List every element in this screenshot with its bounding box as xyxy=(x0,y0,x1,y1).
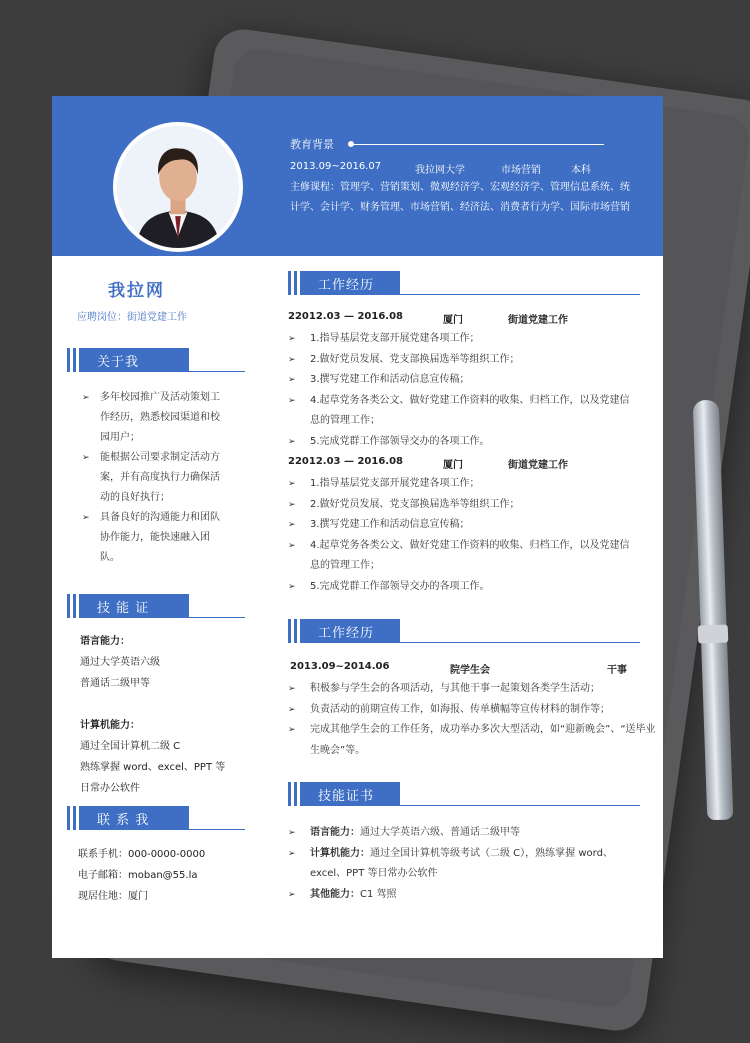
arrow-icon: ➢ xyxy=(288,704,296,715)
arrow-icon: ➢ xyxy=(288,479,296,489)
arrow-icon: ➢ xyxy=(288,375,296,385)
computer-label: 计算机能力： xyxy=(80,720,140,731)
job-duties-1 xyxy=(288,329,638,452)
arrow-icon: ➢ xyxy=(288,581,296,592)
computer-line: 熟练掌握 word、excel、PPT 等 xyxy=(80,762,226,773)
campus-date: 2013.09~2014.06 xyxy=(290,661,390,672)
arrow-icon: ➢ xyxy=(288,848,296,859)
list-item: ➢ 能根据公司要求制定活动方案，并有高度执行力确保活动的良好执行； xyxy=(78,448,228,508)
about-title: 关于我 xyxy=(79,348,189,372)
job-date: 22012.03 — 2016.08 xyxy=(288,311,404,322)
candidate-name: 我拉网 xyxy=(108,281,165,301)
portrait-icon xyxy=(117,126,239,248)
arrow-icon: ➢ xyxy=(82,393,90,403)
campus-title: 工作经历 xyxy=(300,619,400,643)
language-line: 普通话二级甲等 xyxy=(80,678,150,689)
job-date: 22012.03 — 2016.08 xyxy=(288,456,404,467)
list-item: ➢ 2.做好党员发展、党支部换届选举等组织工作； xyxy=(288,495,638,516)
list-item: ➢ 负责活动的前期宣传工作，如海报、传单横幅等宣传材料的制作等； xyxy=(288,700,656,721)
list-item: ➢ 语言能力：通过大学英语六级、普通话二级甲等 xyxy=(288,823,648,844)
language-label: 语言能力： xyxy=(80,636,130,647)
list-item: ➢ 5.完成党群工作部领导交办的各项工作。 xyxy=(288,432,638,453)
certs-title: 技能证书 xyxy=(300,782,400,806)
applied-position: 应聘岗位：街道党建工作 xyxy=(77,312,187,323)
list-item: ➢ 积极参与学生会的各项活动，与其他干事一起策划各类学生活动； xyxy=(288,679,656,700)
education-row xyxy=(290,161,650,176)
skills-block xyxy=(80,631,250,799)
arrow-icon: ➢ xyxy=(288,828,296,838)
resume-page xyxy=(52,96,663,958)
job-duties-2 xyxy=(288,474,638,597)
job-city: 厦门 xyxy=(443,315,463,326)
list-item: ➢ 3.撰写党建工作和活动信息宣传稿； xyxy=(288,515,638,536)
education-school: 我拉网大学 xyxy=(415,165,465,176)
education-date: 2013.09~2016.07 xyxy=(290,161,382,172)
education-major: 市场营销 xyxy=(501,165,541,176)
certs-list xyxy=(288,823,648,905)
about-header xyxy=(67,348,245,372)
list-item: ➢ 1.指导基层党支部开展党建各项工作； xyxy=(288,329,638,350)
list-item: ➢ 2.做好党员发展、党支部换届选举等组织工作； xyxy=(288,350,638,371)
campus-org: 院学生会 xyxy=(450,665,490,676)
resume-header xyxy=(52,96,663,256)
certs-header xyxy=(288,782,640,806)
arrow-icon: ➢ xyxy=(82,453,90,463)
arrow-icon: ➢ xyxy=(82,513,90,523)
arrow-icon: ➢ xyxy=(288,520,296,530)
arrow-icon: ➢ xyxy=(288,436,296,447)
education-title: 教育背景 xyxy=(290,138,334,151)
arrow-icon: ➢ xyxy=(288,540,296,551)
education-section xyxy=(290,136,650,218)
avatar xyxy=(113,122,243,252)
campus-role: 干事 xyxy=(607,665,627,676)
arrow-icon: ➢ xyxy=(288,334,296,344)
contact-address: 现居住地：厦门 xyxy=(78,891,148,902)
contact-phone: 联系手机：000-0000-0000 xyxy=(78,849,206,860)
pen-ring xyxy=(698,624,729,643)
list-item: ➢ 5.完成党群工作部领导交办的各项工作。 xyxy=(288,577,638,598)
skills-title: 技 能 证 xyxy=(79,594,189,618)
job-city: 厦门 xyxy=(443,460,463,471)
work-title: 工作经历 xyxy=(300,271,400,295)
contact-header xyxy=(67,806,245,830)
campus-duties xyxy=(288,679,656,761)
title-line xyxy=(354,144,604,145)
language-line: 通过大学英语六级 xyxy=(80,657,160,668)
skills-header xyxy=(67,594,245,618)
arrow-icon: ➢ xyxy=(288,889,296,900)
list-item: ➢ 4.起草党务各类公文、做好党建工作资料的收集、归档工作，以及党建信息的管理工作； xyxy=(288,536,638,577)
arrow-icon: ➢ xyxy=(288,684,296,694)
job-row-1 xyxy=(288,311,568,326)
contact-email: 电子邮箱：moban@55.la xyxy=(78,870,198,881)
list-item: ➢ 3.撰写党建工作和活动信息宣传稿； xyxy=(288,370,638,391)
education-degree: 本科 xyxy=(571,165,591,176)
list-item: ➢ 其他能力：C1 驾照 xyxy=(288,885,648,906)
campus-header xyxy=(288,619,640,643)
computer-line: 日常办公软件 xyxy=(80,783,140,794)
list-item: ➢ 多年校园推广及活动策划工作经历，熟悉校园渠道和校园用户； xyxy=(78,388,228,448)
job-role: 街道党建工作 xyxy=(508,315,568,326)
arrow-icon: ➢ xyxy=(288,354,296,365)
arrow-icon: ➢ xyxy=(288,725,296,735)
job-role: 街道党建工作 xyxy=(508,460,568,471)
contact-title: 联 系 我 xyxy=(79,806,189,830)
education-courses: 主修课程：管理学、营销策划、微观经济学、宏观经济学、管理信息系统、统计学、会计学、财务管理、市场营销、经济法、消费者行为学、国际市场营销 xyxy=(290,182,630,213)
list-item: ➢ 4.起草党务各类公文、做好党建工作资料的收集、归档工作，以及党建信息的管理工作； xyxy=(288,391,638,432)
arrow-icon: ➢ xyxy=(288,499,296,510)
list-item: ➢ 计算机能力：通过全国计算机等级考试（二级 C），熟练掌握 word、excel、PPT 等日常办公软件 xyxy=(288,844,648,885)
about-list xyxy=(78,388,228,568)
list-item: ➢ 完成其他学生会的工作任务，成功举办多次大型活动，如“迎新晚会”、“送毕业生晚会”等。 xyxy=(288,720,656,761)
campus-row xyxy=(290,661,627,676)
contact-block xyxy=(78,844,253,907)
work-header xyxy=(288,271,640,295)
list-item: ➢ 具备良好的沟通能力和团队协作能力，能快速融入团队。 xyxy=(78,508,228,568)
list-item: ➢ 1.指导基层党支部开展党建各项工作； xyxy=(288,474,638,495)
job-row-2 xyxy=(288,456,568,471)
computer-line: 通过全国计算机二级 C xyxy=(80,741,181,752)
arrow-icon: ➢ xyxy=(288,395,296,406)
